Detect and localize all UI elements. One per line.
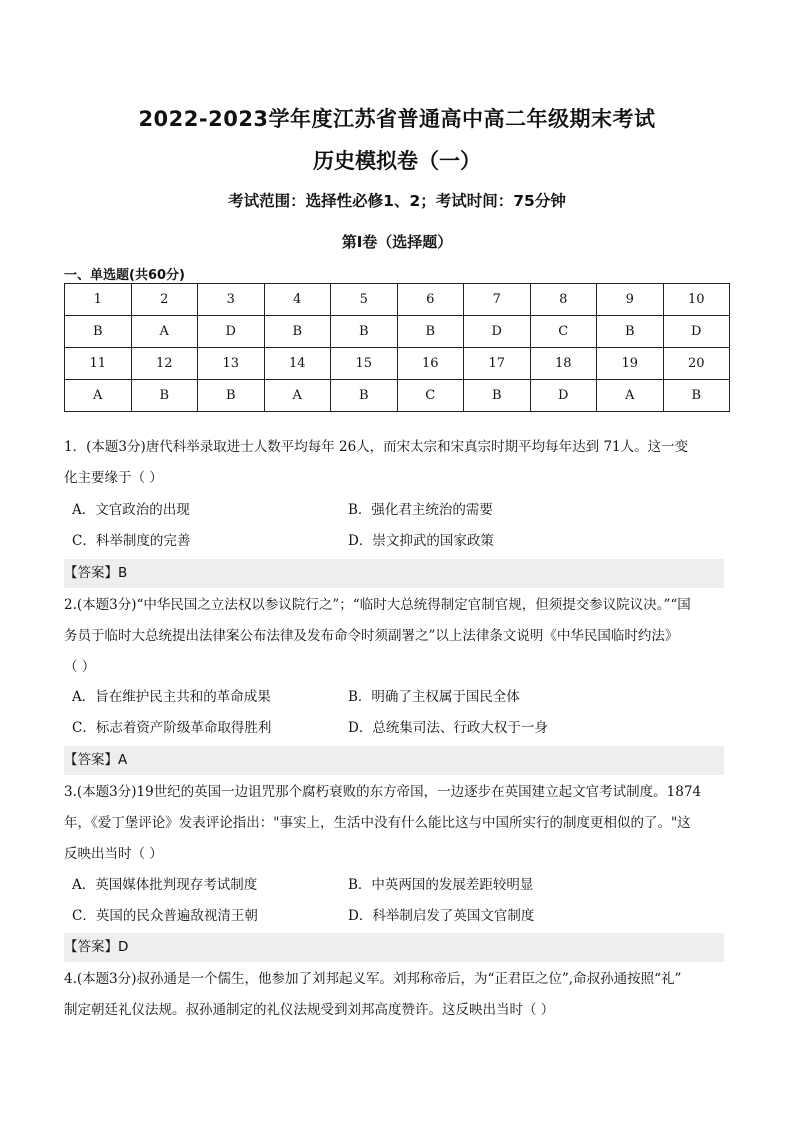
answer-table-cell: B bbox=[663, 380, 730, 412]
option-b: B．中英两国的发展差距较明显 bbox=[348, 877, 534, 893]
exam-subtitle-title: 历史模拟卷（一） bbox=[313, 149, 481, 173]
answer-table-cell: B bbox=[65, 316, 132, 348]
section-heading: 一、单选题(共60分) bbox=[64, 268, 185, 283]
answer-table-cell: 12 bbox=[131, 348, 198, 380]
option-b: B．强化君主统治的需要 bbox=[348, 502, 493, 518]
question-line: 务员于临时大总统提出法律案公布法律及发布命令时须副署之”以上法律条文说明《中华民国临时约法》 bbox=[64, 628, 679, 644]
answer-table-cell: B bbox=[131, 380, 198, 412]
answer-table-cell: B bbox=[464, 380, 531, 412]
answer-line: 【答案】A bbox=[64, 746, 724, 775]
answer-table-cell: C bbox=[530, 316, 597, 348]
question-4 bbox=[64, 964, 730, 1026]
answer-line: 【答案】B bbox=[64, 559, 724, 588]
answer-table-cell: D bbox=[663, 316, 730, 348]
answer-table-number-row bbox=[65, 284, 730, 316]
option-d: D．科举制启发了英国文官制度 bbox=[348, 908, 535, 924]
question-line: 2.(本题3分)“中华民国之立法权以参议院行之”；“临时大总统得制定官制官规，但须提交参议院议决。”“国 bbox=[64, 597, 691, 613]
answer-table-cell: B bbox=[198, 380, 265, 412]
answer-table-cell: 11 bbox=[65, 348, 132, 380]
option-a: A．旨在维护民主共和的革命成果 bbox=[72, 689, 271, 705]
answer-table-cell: 8 bbox=[530, 284, 597, 316]
answer-table-cell: 18 bbox=[530, 348, 597, 380]
answer-table-cell: 17 bbox=[464, 348, 531, 380]
answer-table-cell: 5 bbox=[331, 284, 398, 316]
answer-table-cell: A bbox=[597, 380, 664, 412]
answer-table-cell: 2 bbox=[131, 284, 198, 316]
answer-table-cell: 19 bbox=[597, 348, 664, 380]
answer-table-cell: D bbox=[198, 316, 265, 348]
question-line: 化主要缘于（ ） bbox=[64, 470, 163, 486]
question-3 bbox=[64, 777, 730, 870]
answer-table-cell: A bbox=[264, 380, 331, 412]
answer-table-cell: 6 bbox=[397, 284, 464, 316]
answer-table-cell: 14 bbox=[264, 348, 331, 380]
answer-table-cell: 20 bbox=[663, 348, 730, 380]
answer-table bbox=[64, 283, 730, 412]
answer-table-cell: B bbox=[597, 316, 664, 348]
answer-table-answer-row bbox=[65, 316, 730, 348]
option-c: C．标志着资产阶级革命取得胜利 bbox=[72, 720, 272, 736]
answer-table-cell: C bbox=[397, 380, 464, 412]
question-line: 反映出当时（ ） bbox=[64, 846, 163, 862]
answer-table-cell: 7 bbox=[464, 284, 531, 316]
answer-table-cell: B bbox=[264, 316, 331, 348]
answer-table-cell: A bbox=[131, 316, 198, 348]
answer-table-number-row bbox=[65, 348, 730, 380]
answer-table-cell: 16 bbox=[397, 348, 464, 380]
question-line: 4.(本题3分)叔孙通是一个儒生，他参加了刘邦起义军。刘邦称帝后，为“正君臣之位”,命叔孙通按照“礼” bbox=[64, 971, 682, 987]
question-line: 制定朝廷礼仪法规。叔孙通制定的礼仪法规受到刘邦高度赞许。这反映出当时（ ） bbox=[64, 1002, 555, 1018]
option-c: C．英国的民众普遍敌视清王朝 bbox=[72, 908, 258, 924]
answer-table-cell: 13 bbox=[198, 348, 265, 380]
answer-table-cell: A bbox=[65, 380, 132, 412]
answer-table-cell: 10 bbox=[663, 284, 730, 316]
answer-table-cell: B bbox=[331, 380, 398, 412]
question-line: 3.(本题3分)19世纪的英国一边诅咒那个腐朽衰败的东方帝国，一边逐步在英国建立起文官考试制度。1874 bbox=[64, 784, 702, 800]
option-c: C．科举制度的完善 bbox=[72, 533, 191, 549]
question-1 bbox=[64, 432, 730, 494]
question-2 bbox=[64, 590, 730, 683]
answer-table-cell: 3 bbox=[198, 284, 265, 316]
exam-scope: 考试范围：选择性必修1、2；考试时间：75分钟 bbox=[228, 192, 566, 210]
answer-table-cell: B bbox=[331, 316, 398, 348]
question-line: 1．(本题3分)唐代科举录取进士人数平均每年 26人，而宋太宗和宋真宗时期平均每年达到 71人。这一变 bbox=[64, 439, 689, 455]
question-line: 年，《爱丁堡评论》发表评论指出："事实上，生活中没有什么能比这与中国所实行的制度更相似的了。"这 bbox=[64, 815, 691, 831]
answer-line: 【答案】D bbox=[64, 933, 724, 962]
option-d: D．崇文抑武的国家政策 bbox=[348, 533, 494, 549]
answer-table-cell: 1 bbox=[65, 284, 132, 316]
option-a: A．英国媒体批判现存考试制度 bbox=[72, 877, 258, 893]
option-d: D．总统集司法、行政大权于一身 bbox=[348, 720, 548, 736]
answer-table-cell: 4 bbox=[264, 284, 331, 316]
answer-table-answer-row bbox=[65, 380, 730, 412]
answer-table-cell: 15 bbox=[331, 348, 398, 380]
question-line: （ ） bbox=[64, 659, 96, 675]
answer-table-cell: 9 bbox=[597, 284, 664, 316]
exam-title: 2022-2023学年度江苏省普通高中高二年级期末考试 bbox=[138, 107, 656, 131]
volume-heading: 第Ⅰ卷（选择题） bbox=[341, 233, 453, 251]
answer-table-cell: B bbox=[397, 316, 464, 348]
option-b: B．明确了主权属于国民全体 bbox=[348, 689, 520, 705]
answer-table-cell: D bbox=[464, 316, 531, 348]
answer-table-cell: D bbox=[530, 380, 597, 412]
option-a: A．文官政治的出现 bbox=[72, 502, 190, 518]
